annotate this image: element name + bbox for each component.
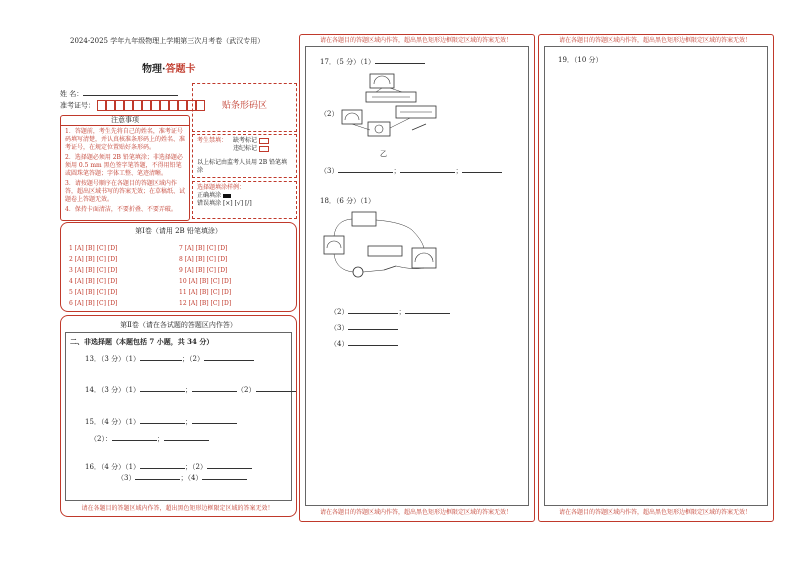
q18-line2 <box>330 306 450 317</box>
question-number: 11 <box>179 289 187 296</box>
q18-blank-3[interactable] <box>348 322 398 330</box>
note-item: 3．请按题号顺序在各题目的答题区域内作答，超出区域书写的答案无效；在草稿纸、试题卷上答题无效。 <box>65 180 186 203</box>
answer-row-8[interactable] <box>179 256 231 267</box>
answer-row-12[interactable] <box>179 300 231 311</box>
q13-blank-2[interactable] <box>204 353 254 361</box>
q15-blank-2[interactable] <box>192 416 237 424</box>
answer-row-1[interactable] <box>69 245 117 256</box>
question-number: 12 <box>179 300 187 307</box>
filled-mark <box>223 194 231 198</box>
option-bubbles[interactable]: [A] [B] [C] [D] <box>188 300 232 307</box>
subject-label: 物理 <box>142 64 162 75</box>
option-bubbles[interactable]: [A] [B] [C] [D] <box>74 256 118 263</box>
col3-answer-area <box>544 46 768 506</box>
q15-sep: ； <box>185 418 193 426</box>
q15-part2: （2）： <box>90 435 112 443</box>
question-number: 7 <box>179 245 183 252</box>
q13-stem: 13．（3 分）（1） <box>85 355 141 363</box>
q16-blank-4[interactable] <box>202 472 247 480</box>
q16-blank-3[interactable] <box>135 472 180 480</box>
q17-sep: ； <box>393 167 401 175</box>
option-bubbles[interactable]: [A] [B] [C] [D] <box>74 267 118 274</box>
q18-sep: ； <box>398 308 406 316</box>
q13-part2: ；（2） <box>182 355 205 363</box>
q16-stem: 16．（4 分）（1） <box>85 463 141 471</box>
col1-footer-warning: 请在各题目的答题区域内作答，超出黑色矩形边框限定区域的答案无效！ <box>81 505 274 512</box>
q18-circuit-figure <box>322 210 440 288</box>
col3-top-warning: 请在各题目的答题区域内作答，超出黑色矩形边框限定区域的答案无效！ <box>558 37 751 44</box>
q14-blank-1[interactable] <box>140 384 185 392</box>
q15-blank-4[interactable] <box>164 433 209 441</box>
note-item: 1．答题前，考生先将自己的姓名，准考证号码填写清楚，并认真核准条形码上的姓名、准考证号，在规定位置贴好条形码。 <box>65 128 186 151</box>
q18-blank-1[interactable] <box>348 306 398 314</box>
q17-part3: （3） <box>320 167 339 175</box>
title-dot: · <box>162 64 166 75</box>
answer-row-4[interactable] <box>69 278 117 289</box>
option-bubbles[interactable]: [A] [B] [C] [D] <box>188 278 232 285</box>
barcode-area <box>192 83 297 132</box>
q14-blank-3[interactable] <box>256 384 296 392</box>
status-label: 考生禁填： <box>197 137 228 144</box>
q18-part3: （3） <box>330 324 349 332</box>
wrong-label: 错误填涂 <box>197 200 222 207</box>
part2-section: 二、非选择题（本题包括 7 小题，共 34 分） <box>70 337 214 346</box>
q16-part2: ；（2） <box>185 463 208 471</box>
card-title <box>142 60 195 75</box>
answer-row-7[interactable] <box>179 245 231 256</box>
q14-blank-2[interactable] <box>192 384 237 392</box>
q15-blank-1[interactable] <box>140 416 185 424</box>
q13-blank-1[interactable] <box>140 353 182 361</box>
option-bubbles[interactable]: [A] [B] [C] [D] <box>188 289 232 296</box>
q18-blank-4[interactable] <box>348 338 398 346</box>
part2-title: 第Ⅱ卷（请在各试题的答题区内作答） <box>120 321 237 329</box>
q15-sep2: ； <box>156 435 164 443</box>
q17-circuit-figure-2 <box>340 100 440 150</box>
status-box <box>192 134 297 178</box>
option-bubbles[interactable]: [A] [B] [C] [D] <box>184 256 228 263</box>
answer-row-3[interactable] <box>69 267 117 278</box>
name-label: 姓 名： <box>60 90 84 98</box>
option-bubbles[interactable]: [A] [B] [C] [D] <box>184 267 228 274</box>
answer-row-10[interactable] <box>179 278 231 289</box>
col2-top-warning: 请在各题目的答题区域内作答，超出黑色矩形边框限定区域的答案无效！ <box>319 37 512 44</box>
q17-sep: ； <box>455 167 463 175</box>
q17-stem: 17．（5 分）（1） <box>320 58 376 66</box>
q15-blank-3[interactable] <box>112 433 157 441</box>
question-number: 5 <box>69 289 73 296</box>
q18-line3 <box>330 322 398 333</box>
q17-blank-4[interactable] <box>462 165 502 173</box>
question-number: 2 <box>69 256 73 263</box>
question-number: 1 <box>69 245 73 252</box>
note-item: 2．选择题必须用 2B 铅笔填涂；非选择题必须用 0.5 mm 黑色签字笔答题，不得用铅笔或圆珠笔答题；字体工整、笔迹清晰。 <box>65 154 183 177</box>
q18: 18．（6 分）（1） <box>320 197 376 205</box>
q19: 19．（10 分） <box>558 56 603 64</box>
q16-blank-2[interactable] <box>207 461 252 469</box>
q16-blank-1[interactable] <box>140 461 185 469</box>
q18-line4 <box>330 338 398 349</box>
fill-example-box <box>192 181 297 219</box>
q14-stem: 14．（3 分）（1） <box>85 386 141 394</box>
wrong-marks: [×] [√] [/] <box>222 200 252 207</box>
notes-title: 注意事项 <box>61 116 189 126</box>
q16-part3: （3） <box>117 474 136 482</box>
option-bubbles[interactable]: [A] [B] [C] [D] <box>74 278 118 285</box>
option-bubbles[interactable]: [A] [B] [C] [D] <box>74 245 118 252</box>
violation-mark[interactable] <box>233 145 269 153</box>
q18-part4: （4） <box>330 340 349 348</box>
q13 <box>85 353 254 364</box>
option-bubbles[interactable]: [A] [B] [C] [D] <box>74 289 118 296</box>
answer-row-6[interactable] <box>69 300 117 311</box>
q14-sep: ； <box>185 386 193 394</box>
answer-row-5[interactable] <box>69 289 117 300</box>
exam-title: 2024-2025 学年九年级物理上学期第三次月考卷（武汉专用） <box>70 37 265 45</box>
col2-footer-warning: 请在各题目的答题区域内作答，超出黑色矩形边框限定区域的答案无效！ <box>319 509 512 516</box>
question-number: 8 <box>179 256 183 263</box>
part1-box <box>60 222 297 312</box>
answer-row-11[interactable] <box>179 289 231 300</box>
q18-blank-2[interactable] <box>405 306 450 314</box>
status-note: 以上标记由监考人员用 2B 铅笔填涂 <box>197 159 288 174</box>
q17-line3 <box>320 165 502 176</box>
question-number: 4 <box>69 278 73 285</box>
q16 <box>85 461 252 472</box>
question-number: 3 <box>69 267 73 274</box>
answer-row-9[interactable] <box>179 267 231 278</box>
name-field[interactable] <box>60 88 178 99</box>
q18-part2: （2） <box>330 308 349 316</box>
q17 <box>320 56 425 67</box>
q17-blank-1[interactable] <box>375 56 425 64</box>
q16-part4: ；（4） <box>180 474 203 482</box>
card-label: 答题卡 <box>165 64 196 75</box>
col3-footer-warning: 请在各题目的答题区域内作答，超出黑色矩形边框限定区域的答案无效！ <box>558 509 751 516</box>
absent-mark[interactable] <box>233 137 269 145</box>
question-number: 10 <box>179 278 187 285</box>
absent-label: 缺考标记 <box>233 137 258 144</box>
q14 <box>85 384 296 395</box>
q17-figure-label: 乙 <box>380 150 387 158</box>
part1-title: 第Ⅰ卷（请用 2B 铅笔填涂） <box>135 227 222 235</box>
q15 <box>85 416 237 427</box>
q17-part2: （2） <box>320 110 339 118</box>
q15-stem: 15．（4 分）（1） <box>85 418 141 426</box>
option-bubbles[interactable]: [A] [B] [C] [D] <box>184 245 228 252</box>
fill-example-title: 选择题填涂样例： <box>197 184 246 191</box>
q15-line2 <box>90 433 209 444</box>
exam-id-field[interactable] <box>60 100 205 111</box>
notes-box <box>60 115 190 221</box>
question-number: 6 <box>69 300 73 307</box>
correct-label: 正确填涂 <box>197 192 222 199</box>
barcode-label: 贴条形码区 <box>221 101 267 111</box>
q14-part2: （2） <box>237 386 256 394</box>
q16-line2 <box>117 472 247 483</box>
violation-label: 违纪标记 <box>233 145 258 152</box>
note-item: 4．保持卡面清洁，不要折叠、不要弄破。 <box>65 206 177 213</box>
exam-id-label: 准考证号： <box>60 101 95 110</box>
q17-blank-3[interactable] <box>400 165 455 173</box>
answer-row-2[interactable] <box>69 256 117 267</box>
q17-blank-2[interactable] <box>338 165 393 173</box>
question-number: 9 <box>179 267 183 274</box>
option-bubbles[interactable]: [A] [B] [C] [D] <box>74 300 118 307</box>
